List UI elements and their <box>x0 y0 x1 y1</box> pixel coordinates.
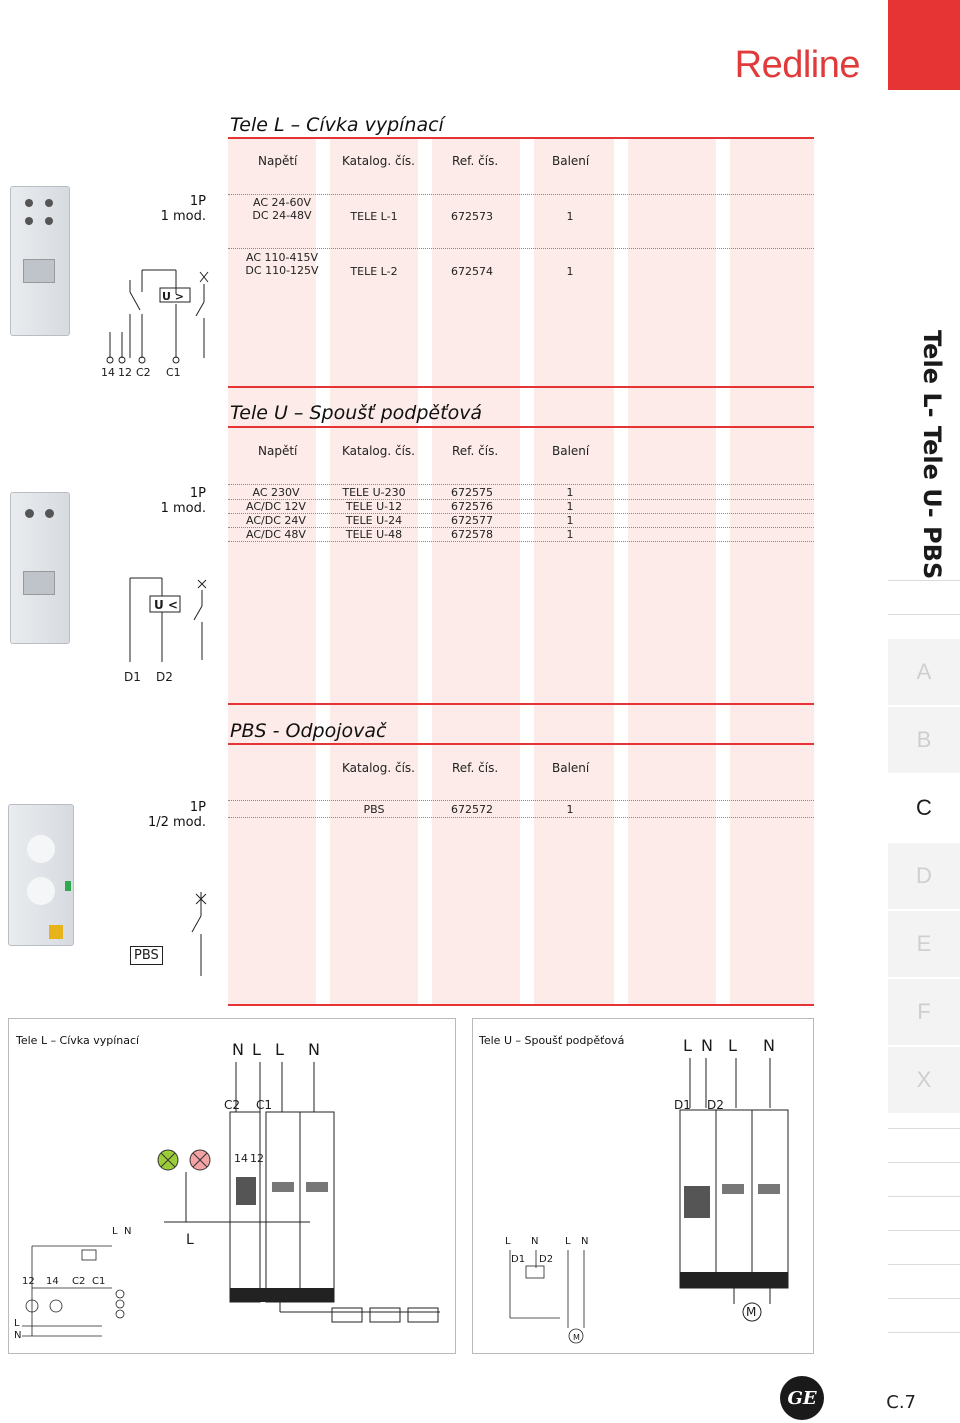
voltage-cell: AC/DC 48V <box>246 528 306 541</box>
voltage-cell: AC/DC 12V <box>246 500 306 513</box>
catalog-cell: TELE U-24 <box>345 514 403 527</box>
catalog-cell: TELE U-230 <box>342 486 406 499</box>
terminal-label: 14 <box>234 1152 248 1165</box>
section-rule <box>228 386 814 388</box>
catalog-cell: TELE U-48 <box>345 528 403 541</box>
wire-label: N <box>308 1040 320 1059</box>
pbs-device-image <box>8 804 74 946</box>
row-divider <box>228 248 814 249</box>
tab-b[interactable]: B <box>888 706 960 773</box>
qty-cell: 1 <box>566 803 574 816</box>
mini-label: L <box>112 1226 118 1237</box>
tele-l-device-image <box>10 186 70 336</box>
mini-label: N <box>124 1226 132 1237</box>
terminal-label: D2 <box>156 670 173 684</box>
ref-cell: 672574 <box>451 265 493 278</box>
header-ref: Ref. čís. <box>452 444 499 458</box>
header-packing: Balení <box>552 154 590 168</box>
sidebar-divider <box>888 1230 960 1231</box>
sidebar-divider <box>888 1264 960 1265</box>
row-divider <box>228 800 814 801</box>
section-rule <box>228 137 814 139</box>
mini-terminal: 14 <box>46 1276 59 1287</box>
table-column-stripe <box>730 138 814 1004</box>
mini-label: L <box>565 1236 571 1247</box>
voltage-cell: AC/DC 24V <box>246 514 306 527</box>
terminal-label: D1 <box>124 670 141 684</box>
ref-cell: 672577 <box>451 514 493 527</box>
header-ref: Ref. čís. <box>452 154 499 168</box>
brand-color-block <box>888 0 960 90</box>
wiring-title-tele-u: Tele U – Spoušť podpěťová <box>479 1034 625 1047</box>
poles-label: 1P 1 mod. <box>160 194 206 224</box>
row-divider <box>228 194 814 195</box>
header-voltage: Napětí <box>258 444 298 458</box>
sidebar-divider <box>888 1196 960 1197</box>
terminal-label: C2 <box>224 1098 241 1112</box>
voltage-cell: AC 230V <box>252 486 300 499</box>
sidebar-divider <box>888 1128 960 1129</box>
tab-d[interactable]: D <box>888 842 960 909</box>
terminal-label: C1 <box>166 366 181 379</box>
ref-cell: 672576 <box>451 500 493 513</box>
mini-terminal: C2 <box>72 1276 86 1287</box>
tele-l-symbol-label: U > <box>162 290 184 303</box>
row-divider <box>228 484 814 485</box>
sidebar-vertical-title <box>888 310 960 580</box>
ref-cell: 672572 <box>451 803 493 816</box>
qty-cell: 1 <box>566 500 574 513</box>
header-packing: Balení <box>552 761 590 775</box>
sidebar-divider <box>888 614 960 615</box>
tab-a[interactable]: A <box>888 638 960 705</box>
pbs-schematic <box>180 890 220 980</box>
sidebar-divider <box>888 580 960 581</box>
mini-label: L <box>505 1236 511 1247</box>
section-rule <box>228 1004 814 1006</box>
catalog-cell: TELE L-2 <box>350 265 398 278</box>
terminal-label: C1 <box>256 1098 273 1112</box>
row-divider <box>228 817 814 818</box>
header-catalog: Katalog. čís. <box>342 761 415 775</box>
tele-u-mini-schematic <box>500 1248 600 1348</box>
table-column-stripe <box>628 138 716 1004</box>
ge-logo-icon: GE <box>780 1376 824 1420</box>
tele-u-device-image <box>10 492 70 644</box>
wire-label: L <box>683 1036 692 1055</box>
poles-label: 1P 1 mod. <box>160 486 206 516</box>
tab-x[interactable]: X <box>888 1046 960 1113</box>
header-catalog: Katalog. čís. <box>342 154 415 168</box>
motor-label: M <box>746 1305 757 1319</box>
mini-label: N <box>581 1236 589 1247</box>
terminal-label: D2 <box>707 1098 724 1112</box>
mini-terminal: D2 <box>539 1254 554 1265</box>
catalog-cell: PBS <box>363 803 385 816</box>
terminal-label: D1 <box>674 1098 691 1112</box>
tele-l-schematic <box>90 262 230 382</box>
page-code: C.7 <box>886 1392 916 1413</box>
tab-c[interactable]: C <box>888 774 960 841</box>
wire-label: L <box>728 1036 737 1055</box>
poles-label: 1P 1/2 mod. <box>147 800 206 830</box>
header-catalog: Katalog. čís. <box>342 444 415 458</box>
catalog-cell: TELE L-1 <box>350 210 398 223</box>
terminal-label: C2 <box>136 366 151 379</box>
mini-terminal: D1 <box>511 1254 526 1265</box>
section-rule <box>228 743 814 745</box>
header-ref: Ref. čís. <box>452 761 499 775</box>
mini-terminal: C1 <box>92 1276 106 1287</box>
ref-cell: 672573 <box>451 210 493 223</box>
wire-label: L <box>275 1040 284 1059</box>
voltage-cell: AC 24-60V DC 24-48V <box>252 196 312 222</box>
sidebar-divider <box>888 1162 960 1163</box>
row-divider <box>228 541 814 542</box>
mini-label: L <box>14 1318 20 1329</box>
sidebar-divider <box>888 1332 960 1333</box>
section-title-tele-l: Tele L – Cívka vypínací <box>230 114 444 136</box>
ref-cell: 672575 <box>451 486 493 499</box>
terminal-label: 12 <box>118 366 132 379</box>
pbs-symbol-label: PBS <box>130 946 163 965</box>
wire-label: L <box>186 1232 194 1248</box>
wire-label: N <box>232 1040 244 1059</box>
ref-cell: 672578 <box>451 528 493 541</box>
mini-label: N <box>14 1330 22 1341</box>
wire-label: N <box>763 1036 775 1055</box>
mini-terminal: 12 <box>22 1276 35 1287</box>
tele-l-wiring-svg <box>150 1062 450 1332</box>
wire-label: N <box>701 1036 713 1055</box>
qty-cell: 1 <box>566 210 574 223</box>
qty-cell: 1 <box>566 528 574 541</box>
sidebar-divider <box>888 1298 960 1299</box>
wire-label: L <box>252 1040 261 1059</box>
qty-cell: 1 <box>566 265 574 278</box>
section-title-tele-u: Tele U – Spoušť podpěťová <box>230 402 483 424</box>
qty-cell: 1 <box>566 486 574 499</box>
tele-u-schematic <box>110 572 230 672</box>
header-packing: Balení <box>552 444 590 458</box>
tele-u-symbol-label: U < <box>154 598 178 612</box>
mini-motor-label: M <box>573 1333 580 1342</box>
section-rule <box>228 703 814 705</box>
mini-label: N <box>531 1236 539 1247</box>
section-title-pbs: PBS - Odpojovač <box>230 720 387 742</box>
header-voltage: Napětí <box>258 154 298 168</box>
voltage-cell: AC 110-415V DC 110-125V <box>245 251 319 277</box>
brand-title: Redline <box>734 44 860 86</box>
tele-l-mini-schematic <box>12 1236 142 1346</box>
catalog-cell: TELE U-12 <box>345 500 403 513</box>
tab-f[interactable]: F <box>888 978 960 1045</box>
wiring-title-tele-l: Tele L – Cívka vypínací <box>16 1034 140 1047</box>
tab-e[interactable]: E <box>888 910 960 977</box>
section-rule <box>228 426 814 428</box>
vertical-title-text: Tele L- Tele U- PBS <box>918 330 946 580</box>
terminal-label: 14 <box>101 366 115 379</box>
tele-u-wiring-svg <box>670 1058 806 1328</box>
terminal-label: 12 <box>250 1152 264 1165</box>
qty-cell: 1 <box>566 514 574 527</box>
